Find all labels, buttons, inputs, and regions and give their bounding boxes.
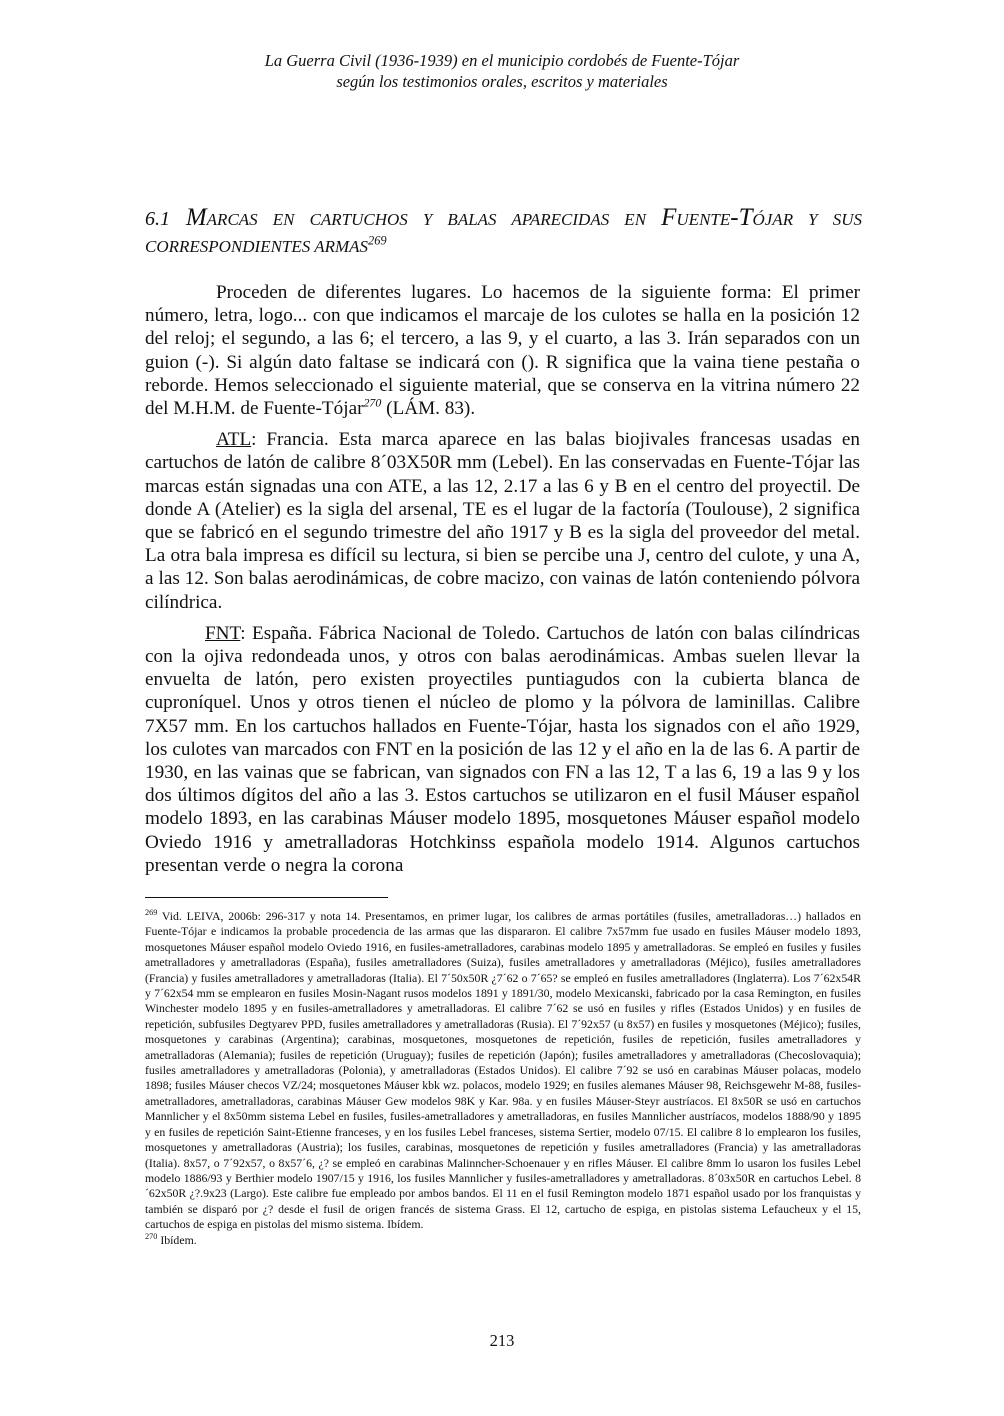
footnote-ref-270[interactable]: 270 [363,395,382,410]
atl-text: : Francia. Esta marca aparece en las balas biojivales francesas usadas en cartuchos de latón de calibre 8´03X50R mm (Lebel). En las conservadas en Fuente-Tójar las marcas están signadas una con ATE, a las 12, 2.17 a las 6 y B en el centro del proyectil. De donde A (Atelier) es la sigla del arsenal, TE es el lugar de la factoría (Toulouse), 2 significa que se fabricó en el segundo trimestre del año 1917 y B es la sigla del proveedor del metal. La otra bala impresa es difícil su lectura, si bien se percibe una J, centro del culote, y una A, a las 12. Son balas aerodinámicas, de cobre macizo, con vainas de latón conteniendo pólvora cilíndrica. [145,429,860,613]
paragraph-intro-text: Proceden de diferentes lugares. Lo hacemos de la siguiente forma: El primer número, letra, logo... con que indicamos el marcaje de los culotes se halla en la posición 12 del reloj; el segundo, a las 6; el tercero, a las 9, y el cuarto, a las 3. Irán separados con un guion (-). Si algún dato faltase se indicará con (). R significa que la vaina tiene pestaña o reborde. Hemos seleccionado el siguiente material, que se conserva en la vitrina número 22 del M.H.M. de Fuente-Tójar [145,282,860,420]
title-part-2: UENTE [676,210,731,229]
header-line-2: según los testimonios orales, escritos y materiales [336,72,668,91]
paragraph-intro [145,281,860,420]
title-cap-t: -T [730,204,753,231]
footnote-separator [145,897,388,898]
footnote-269-number: 269 [145,908,158,918]
paragraph-fnt [145,622,860,877]
running-header [0,50,1004,92]
header-line-1: La Guerra Civil (1936-1939) en el municipio cordobés de Fuente-Tójar [264,51,740,70]
footnote-270 [145,1233,861,1248]
title-cap-m: M [185,204,207,231]
atl-label: ATL [216,429,252,451]
footnote-270-number: 270 [145,1231,158,1241]
paragraph-atl [145,428,860,614]
footnotes [145,909,861,1248]
footnote-269 [145,909,861,1233]
body-text [145,281,860,877]
footnote-270-text: Ibídem. [157,1232,197,1247]
fnt-text: : España. Fábrica Nacional de Toledo. Cartuchos de latón con balas cilíndricas con la ojiva redondeada unos, y otros con balas aerodinámicas. Ambas suelen llevar la envuelta de latón, pero existen proyectiles puntiagudos con la cubierta blanca de cuproníquel. Unos y otros tienen el núcleo de plomo y la pólvora de laminillas. Calibre 7X57 mm. En los cartuchos hallados en Fuente-Tójar, hasta los signados con el año 1929, los culotes van marcados con FNT en la posición de las 12 y el año en la de las 6. A partir de 1930, en las vainas que se fabrican, van signados con FN a las 12, T a las 6, 19 a las 9 y los dos últimos dígitos del año a las 3. Estos cartuchos se utilizaron en el fusil Máuser español modelo 1893, en las carabinas Máuser modelo 1895, mosquetones Máuser español modelo Oviedo 1916 y ametralladoras Hotchkinss española modelo 1914. Algunos cartuchos presentan verde o negra la corona [145,622,860,876]
title-part-3: ÓJAR Y SUS CORRESPONDIENTES ARMAS [145,210,862,256]
fnt-label: FNT [205,622,241,644]
section-number: 6.1 [145,208,186,230]
section-heading [145,205,862,260]
footnote-269-text: Vid. LEIVA, 2006b: 296-317 y nota 14. Presentamos, en primer lugar, los calibres de armas portátiles (fusiles, ametralladoras…) hallados en Fuente-Tójar e indicamos la probable procedencia de las armas que las dispararon. El calibre 7x57mm fue usado en fusiles Máuser modelo 1893, mosquetones Máuser español modelo Oviedo 1916, en fusiles-ametralladores, carabinas modelo 1895 y ametralladoras. Se empleó en fusiles y fusiles ametralladores y ametralladoras (España), fusiles ametralladores (Suiza), fusiles ametralladores y ametralladoras (Méjico), fusiles ametralladores (Francia) y fusiles ametralladores y ametralladoras (Italia). El 7´50x50R ¿7´62 o 7´65? se empleó en fusiles ametralladores (Inglaterra). Los 7´62x54R y 7´62x54 mm se emplearon en fusiles Mosin-Nagant rusos modelos 1891 y 1891/30, modelo Mexicanski, fabricado por la casa Remington, en fusiles Winchester modelo 1895 y en fusiles-ametralladores y ametralladoras. El calibre 7´62 se usó en fusiles y rifles (Estados Unidos) y en fusiles de repetición, subfusiles Degtyarev PPD, fusiles ametralladores y ametralladoras (Rusia). El 7´92x57 (u 8x57) en fusiles y mosquetones (Méjico); fusiles, mosquetones y carabinas (Argentina); carabinas, mosquetones, mosquetones de repetición, fusiles de repetición, fusiles ametralladores y ametralladoras (Alemania); fusiles de repetición (Uruguay); fusiles de repetición (Japón); fusiles ametralladores y ametralladoras (Checoslovaquia); fusiles ametralladores y ametralladoras (Polonia), y ametralladoras (Estados Unidos). El calibre 7´92 se usó en carabinas Máuser polacas, modelo 1898; fusiles Máuser checos VZ/24; mosquetones Máuser kbk wz. polacos, modelo 1929; en fusiles alemanes Máuser 98, Reichsgewehr M-88, fusiles-ametralladores, ametralladoras, carabinas Máuser Gew modelos 98K y Kar. 98a. y en fusiles Máuser-Steyr austríacos. El 8x50R se usó en cartuchos Mannlicher y el 8x50mm sistema Lebel en fusiles, fusiles-ametralladores y ametralladoras, en fusiles Mannlicher austríacos, modelos 1888/90 y 1895 y en fusiles de repetición Saint-Etienne franceses, y en los fusiles Lebel franceses, sistema Sertier, modelo 07/15. El calibre 8 lo emplearon los fusiles, mosquetones y ametralladoras (Austria); los fusiles, carabinas, mosquetones de repetición y fusiles ametralladores (Francia) y las ametralladoras (Italia). 8x57, o 7´92x57, o 8x57´6, ¿? se empleó en carabinas Malinncher-Schoenauer y en rifles Máuser. El calibre 8mm lo usaron los fusiles Lebel modelo 1886/93 y Berthier modelo 1907/15 y 1916, los fusiles Mannlicher y fusiles-ametralladores y ametralladoras. 8´03x50R en cartuchos Lebel. 8´62x50R ¿?.9x23 (Largo). Este calibre fue empleado por ambos bandos. El 11 en el fusil Remington modelo 1871 español usado por los franquistas y también se disparó por ¿? desde el fusil de origen francés de sistema Grass. El 12, cartucho de espiga, en pistolas sistema Lefaucheux y el 15, cartuchos de espiga en pistolas del mismo sistema. Ibídem. [145,909,861,1232]
page-number: 213 [489,1331,515,1350]
footnote-ref-269[interactable]: 269 [368,233,387,248]
paragraph-intro-end: (LÁM. 83). [381,398,476,420]
title-part-1: ARCAS EN CARTUCHOS Y BALAS APARECIDAS EN [206,210,662,229]
title-cap-f: F [661,204,677,231]
